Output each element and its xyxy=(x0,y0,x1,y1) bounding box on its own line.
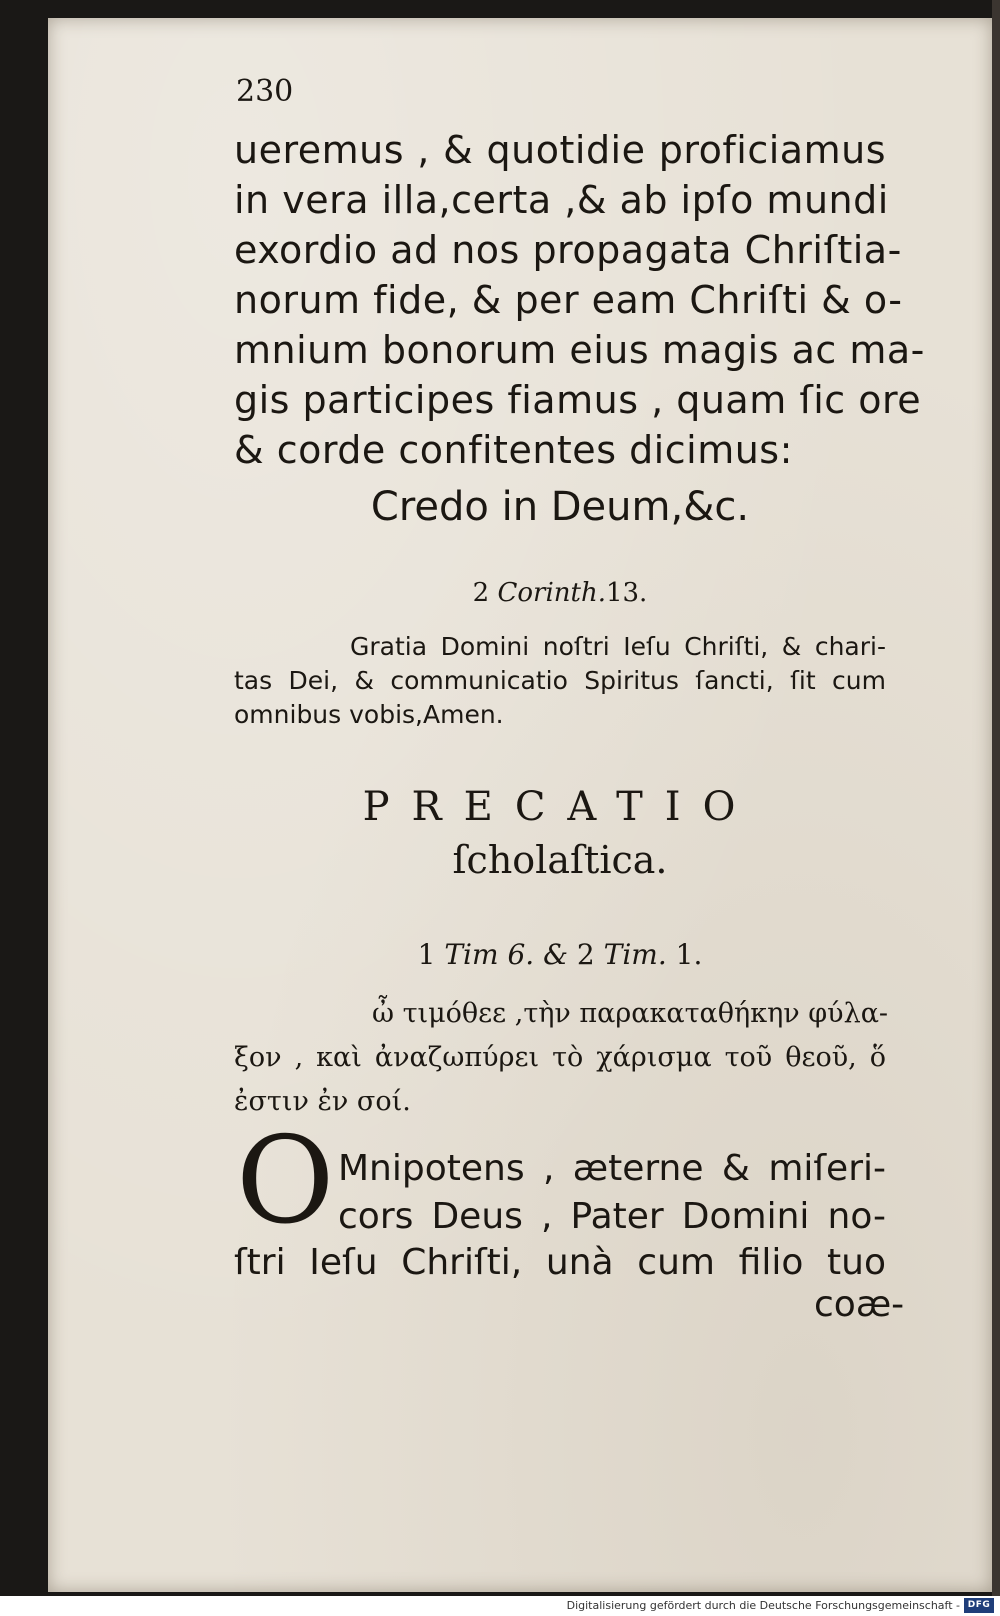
blessing-line: Gratia Domini noſtri Ieſu Chriſti, & chari- xyxy=(350,632,886,661)
greek-verse-line: ξον , καὶ ἀναζωπύρει τὸ χάρισμα τοῦ θεοῦ, ὅ xyxy=(234,1042,886,1073)
digitization-footer xyxy=(0,1596,1000,1616)
page-number: 230 xyxy=(236,74,294,109)
paragraph-line: in vera illa,certa ,& ab ipſo mundi xyxy=(234,178,889,222)
ref-connector: & xyxy=(543,938,568,971)
dfg-logo: DFG xyxy=(964,1598,994,1613)
paragraph-line: & corde confitentes dicimus: xyxy=(234,428,793,472)
section-heading: PRECATIO xyxy=(362,784,758,830)
paragraph-line: norum fide, & per eam Chriſti & o- xyxy=(234,278,903,322)
ref-number: 2 xyxy=(576,938,595,971)
greek-verse-line: ἐστιν ἐν σοί. xyxy=(234,1086,411,1117)
blessing-line: omnibus vobis,Amen. xyxy=(234,700,504,729)
section-subheading: ſcholaſtica. xyxy=(452,838,668,882)
ref-book: Tim. xyxy=(603,938,667,971)
prayer-line: cors Deus , Pater Domini no- xyxy=(338,1196,886,1237)
ref-chapter: 13. xyxy=(605,578,648,608)
ref-chapter: 1. xyxy=(675,938,703,971)
prayer-line: Mnipotens , æterne & miſeri- xyxy=(338,1148,886,1189)
catchword: coæ- xyxy=(814,1284,905,1325)
ref-number: 2 xyxy=(472,578,490,608)
book-edge xyxy=(992,0,1000,1596)
paragraph-line: exordio ad nos propagata Chriſtia- xyxy=(234,228,902,272)
scripture-reference-corinthians xyxy=(234,578,886,608)
paragraph-line: gis participes fiamus , quam ſic ore xyxy=(234,378,922,422)
drop-cap-initial: O xyxy=(236,1112,335,1251)
ref-book: Tim 6. xyxy=(444,938,535,971)
paragraph-line: ueremus , & quotidie proficiamus xyxy=(234,128,886,172)
paragraph-line: mnium bonorum eius magis ac ma- xyxy=(234,328,925,372)
scripture-reference-timothy xyxy=(234,938,886,971)
creed-line: Credo in Deum,&c. xyxy=(370,484,750,530)
ref-book: Corinth. xyxy=(497,578,606,608)
footer-credit-text: Digitalisierung gefördert durch die Deutsche Forschungsgemeinschaft - xyxy=(566,1599,960,1612)
blessing-line: tas Dei, & communicatio Spiritus ſancti, ſit cum xyxy=(234,666,886,695)
prayer-line: ſtri Ieſu Chriſti, unà cum filio tuo xyxy=(234,1242,886,1283)
greek-verse-line: ὦ τιμόθεε ,τὴν παρακαταθήκην φύλα- xyxy=(372,998,889,1029)
ref-number: 1 xyxy=(417,938,436,971)
